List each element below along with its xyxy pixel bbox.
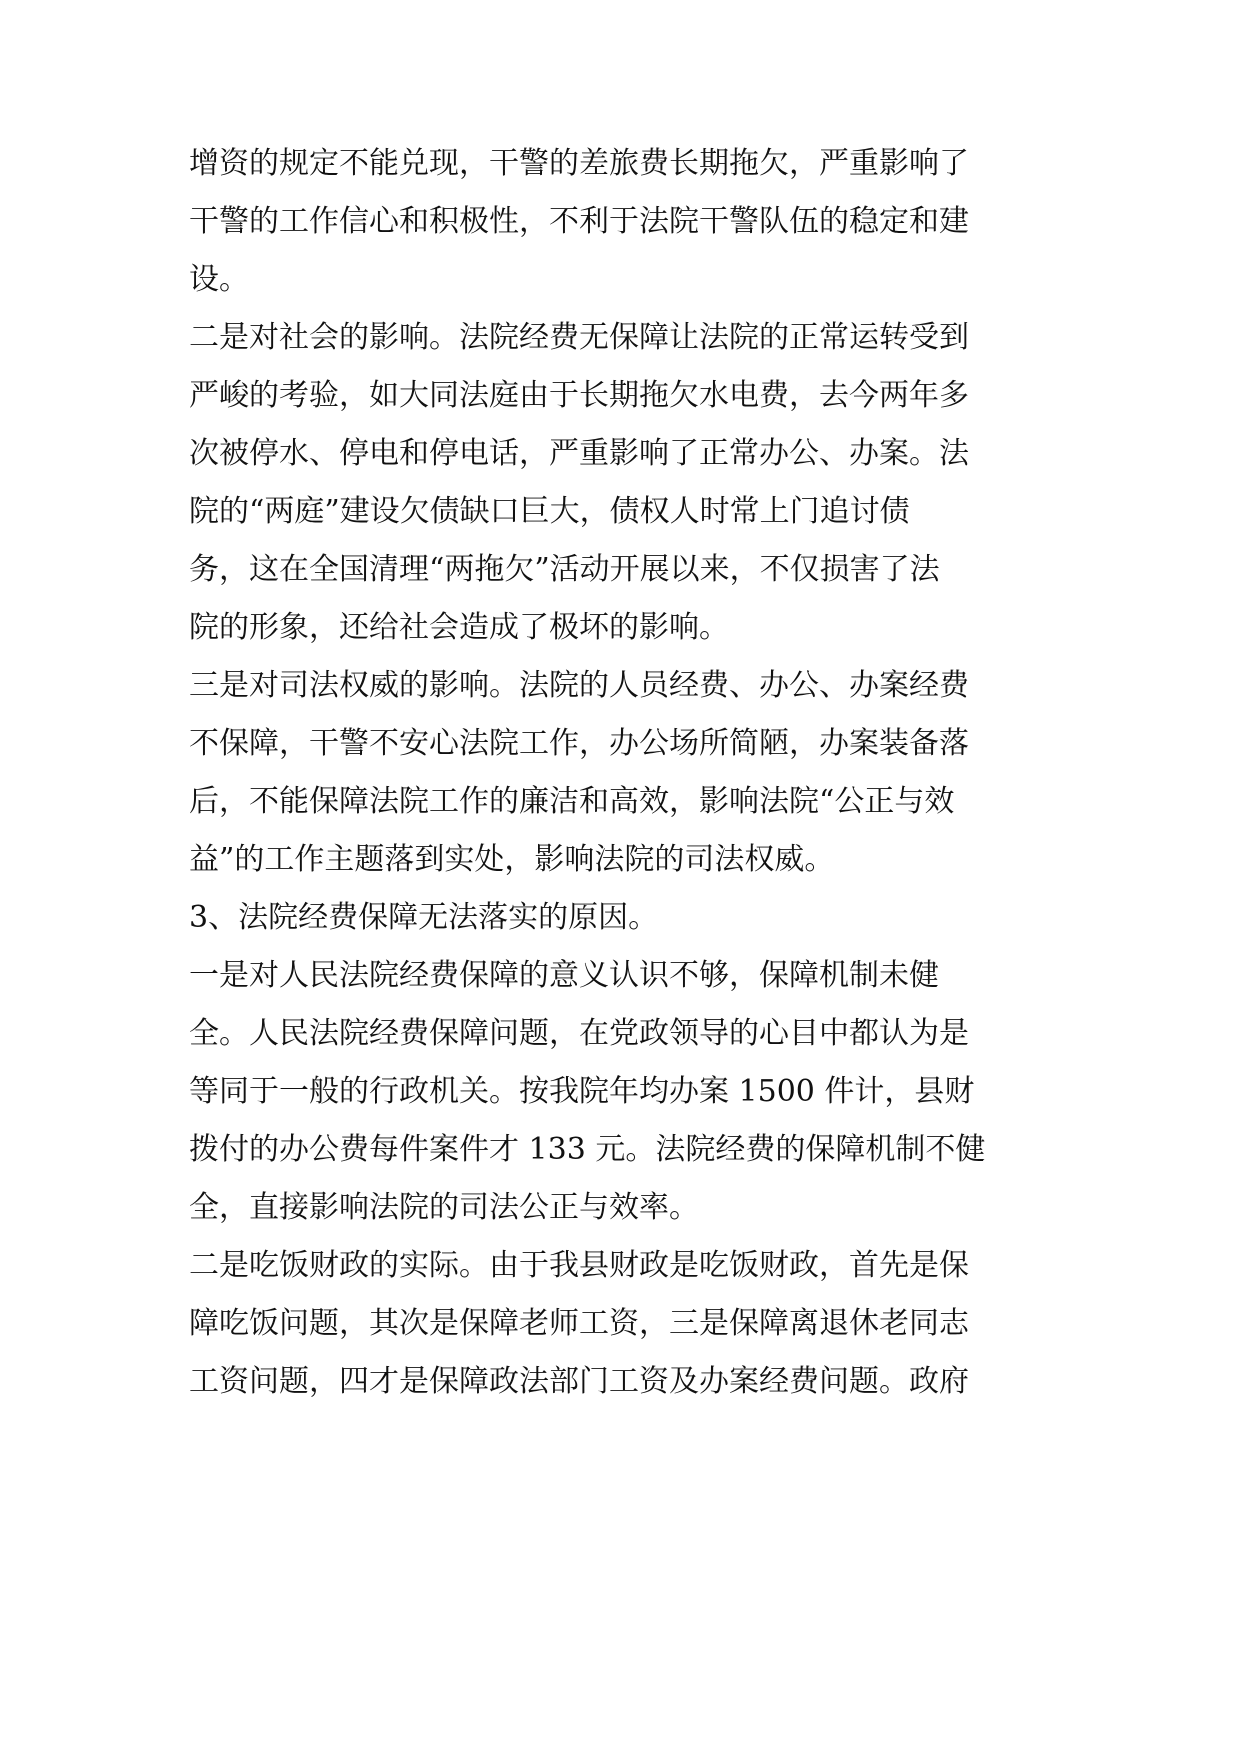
text-line: 全，直接影响法院的司法公正与效率。 [189,1190,699,1225]
text-line: 三是对司法权威的影响。法院的人员经费、办公、办案经费 [189,668,969,703]
text-line: 次被停水、停电和停电话，严重影响了正常办公、办案。法 [189,436,969,471]
text-line: 拨付的办公费每件案件才 133 元。法院经费的保障机制不健 [189,1132,986,1167]
text-line: 后，不能保障法院工作的廉洁和高效，影响法院“公正与效 [189,784,955,819]
section-heading: 3、法院经费保障无法落实的原因。 [189,900,659,935]
text-line: 设。 [189,262,249,297]
text-line: 障吃饭问题，其次是保障老师工资，三是保障离退休老同志 [189,1306,969,1341]
text-line: 增资的规定不能兑现，干警的差旅费长期拖欠，严重影响了 [189,146,969,181]
text-line: 二是对社会的影响。法院经费无保障让法院的正常运转受到 [189,320,969,355]
text-line: 二是吃饭财政的实际。由于我县财政是吃饭财政，首先是保 [189,1248,969,1283]
text-line: 务，这在全国清理“两拖欠”活动开展以来，不仅损害了法 [189,552,940,587]
text-line: 工资问题，四才是保障政法部门工资及办案经费问题。政府 [189,1364,969,1399]
text-line: 益”的工作主题落到实处，影响法院的司法权威。 [189,842,835,877]
text-line: 严峻的考验，如大同法庭由于长期拖欠水电费，去今两年多 [189,378,969,413]
text-line: 干警的工作信心和积极性，不利于法院干警队伍的稳定和建 [189,204,969,239]
text-line: 全。人民法院经费保障问题，在党政领导的心目中都认为是 [189,1016,969,1051]
text-line: 院的形象，还给社会造成了极坏的影响。 [189,610,729,645]
text-line: 一是对人民法院经费保障的意义认识不够，保障机制未健 [189,958,939,993]
text-line: 院的“两庭”建设欠债缺口巨大，债权人时常上门追讨债 [189,494,910,529]
text-line: 等同于一般的行政机关。按我院年均办案 1500 件计，县财 [189,1074,975,1109]
text-line: 不保障，干警不安心法院工作，办公场所简陋，办案装备落 [189,726,969,761]
